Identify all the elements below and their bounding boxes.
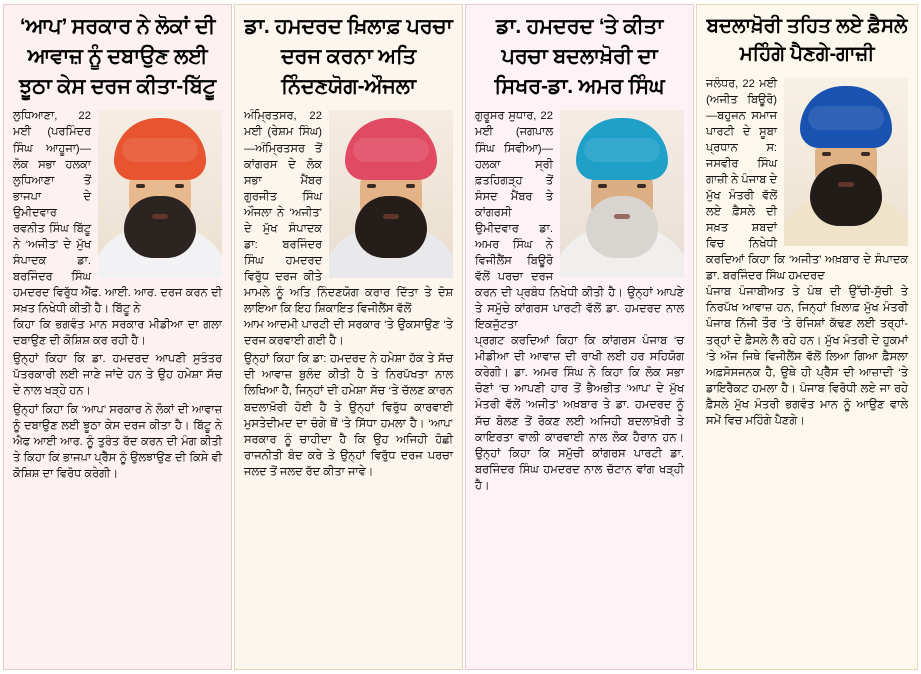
paragraph: ਉਨ੍ਹਾਂ ਕਿਹਾ ਕਿ ਡਾ: ਹਮਦਰਦ ਨੇ ਹਮੇਸ਼ਾ ਹੱਕ ਤੇ ਸੱਚ ਦੀ ਆਵਾਜ਼ ਬੁਲੰਦ ਕੀਤੀ ਹੈ ਤੇ ਨਿਰਪੱਖਤਾ ਨਾਲ ਲਿਖਿਆ ਹੈ, ਜਿਨ੍ਹਾਂ ਦੀ ਹਮੇਸ਼ਾ ਸੱਚ ‘ਤੇ ਚੱਲਣ ਕਾਰਨ ਬਦਲਾਖ਼ੋਰੀ ਹੋਈ ਹੈ ਤੇ ਉਨ੍ਹਾਂ ਵਿਰੁੱਧ ਕਾਰਵਾਈ ਮੁਸਤੇਦੀਮਦ ਦਾ ਚੰਗੇ ਥੋਂ ‘ਤੇ ਸਿੱਧਾ ਹਮਲਾ ਹੈ। ‘ਆਪ’ ਸਰਕਾਰ ਨੂੰ ਚਾਹੀਦਾ ਹੈ ਕਿ ਉਹ ਅਜਿਹੀ ਹੋਛੀ ਰਾਜਨੀਤੀ ਬੰਦ ਕਰੇ ਤੇ ਉਨ੍ਹਾਂ ਵਿਰੁੱਧ ਦਰਜ ਪਰਚਾ ਜਲਦ ਤੋਂ ਜਲਦ ਰੱਦ ਕੀਤਾ ਜਾਵੇ।	[244, 353, 453, 479]
body-text-2	[244, 317, 453, 480]
headline-4: ਬਦਲਾਖ਼ੋਰੀ ਤਹਿਤ ਲਏ ਫ਼ੈਸਲੇ ਮਹਿੰਗੇ ਪੈਣਗੇ-ਗਾਜ਼ੀ	[706, 15, 908, 66]
portrait-jasveer-singh-gazi	[784, 78, 908, 246]
portrait-gurjeet-singh-aujla	[329, 110, 453, 278]
dateline-4: ਜਲੰਧਰ, 22 ਮਈ (ਅਜੀਤ ਬਿਊਰੋ)—ਬਹੁਜਨ ਸਮਾਜ ਪਾਰਟੀ ਦੇ ਸੂਬਾ ਪ੍ਰਧਾਨ ਸ: ਜਸਵੀਰ ਸਿੰਘ ਗਾਜ਼ੀ ਨੇ ਪੰਜਾਬ ਦੇ ਮੁੱਖ ਮੰਤਰੀ ਵੱਲੋਂ ਲਏ ਫ਼ੈਸਲੇ ਦੀ ਸਖ਼ਤ ਸ਼ਬਦਾਂ ਵਿਚ ਨਿਖੇਧੀ ਕਰਦਿਆਂ ਕਿਹਾ ਕਿ ‘ਅਜੀਤ’ ਅਖ਼ਬਾਰ ਦੇ ਸੰਪਾਦਕ ਡਾ. ਬਰਜਿੰਦਰ ਸਿੰਘ ਹਮਦਰਦ	[706, 77, 908, 283]
dateline-3: ਗੁਰੂਸਰ ਸੁਧਾਰ, 22 ਮਈ (ਜਗਪਾਲ ਸਿੰਘ ਸਿਵੀਆ)—ਹਲਕਾ ਸ੍ਰੀ ਫ਼ਤਹਿਗੜ੍ਹ ਤੋਂ ਸੰਸਦ ਮੈਂਬਰ ਤੇ ਕਾਂਗਰਸੀ ਉਮੀਦਵਾਰ ਡਾ. ਅਮਰ ਸਿੰਘ ਨੇ ਵਿਜੀਲੈਂਸ ਬਿਊਰੋ ਵੱਲੋਂ ਪਰਚਾ ਦਰਜ ਕਰਨ ਦੀ ਪ੍ਰਬੰਧ ਨਿਖੇਧੀ ਕੀਤੀ ਹੈ। ਉਨ੍ਹਾਂ ਆਪਣੇ ਤੇ ਸਮੁੱਚੇ ਕਾਂਗਰਸ ਪਾਰਟੀ ਵੱਲੋਂ ਡਾ. ਹਮਦਰਦ ਨਾਲ ਇਕਜੁੱਟਤਾ	[475, 110, 684, 331]
portrait-wrap-3	[560, 110, 684, 278]
portrait-wrap-2	[329, 110, 453, 278]
portrait-ravneet-singh-bittu	[98, 110, 222, 278]
body-text-4	[706, 284, 908, 429]
news-column-1	[3, 4, 232, 670]
paragraph: ਉਨ੍ਹਾਂ ਕਿਹਾ ਕਿ ਡਾ. ਹਮਦਰਦ ਆਪਣੀ ਸੁਤੰਤਰ ਪੱਤਰਕਾਰੀ ਲਈ ਜਾਣੇ ਜਾਂਦੇ ਹਨ ਤੇ ਉਹ ਹਮੇਸ਼ਾ ਸੱਚ ਦੇ ਨਾਲ ਖੜ੍ਹੇ ਹਨ।	[13, 353, 222, 398]
headline-1: ‘ਆਪ’ ਸਰਕਾਰ ਨੇ ਲੋਕਾਂ ਦੀ ਆਵਾਜ਼ ਨੂੰ ਦਬਾਉਣ ਲਈ ਝੂਠਾ ਕੇਸ ਦਰਜ ਕੀਤਾ-ਬਿੱਟੂ	[19, 15, 216, 98]
headline-2: ਡਾ. ਹਮਦਰਦ ਖ਼ਿਲਾਫ਼ ਪਰਚਾ ਦਰਜ ਕਰਨਾ ਅਤਿ ਨਿੰਦਣਯੋਗ-ਔਜਲਾ	[244, 15, 453, 98]
body-text-3	[475, 333, 684, 494]
body-text-1	[13, 317, 222, 482]
news-column-4	[696, 4, 918, 670]
headline-3: ਡਾ. ਹਮਦਰਦ ‘ਤੇ ਕੀਤਾ ਪਰਚਾ ਬਦਲਾਖ਼ੋਰੀ ਦਾ ਸਿਖਰ-ਡਾ. ਅਮਰ ਸਿੰਘ	[494, 15, 665, 98]
news-column-2	[234, 4, 463, 670]
dateline-1: ਲੁਧਿਆਣਾ, 22 ਮਈ (ਪਰਮਿੰਦਰ ਸਿੰਘ ਆਹੂਜਾ)—ਲੋਕ ਸਭਾ ਹਲਕਾ ਲੁਧਿਆਣਾ ਤੋਂ ਭਾਜਪਾ ਦੇ ਉਮੀਦਵਾਰ ਰਵਨੀਤ ਸਿੰਘ ਬਿੱਟੂ ਨੇ ‘ਅਜੀਤ’ ਦੇ ਮੁੱਖ ਸੰਪਾਦਕ ਡਾ. ਬਰਜਿੰਦਰ ਸਿੰਘ ਹਮਦਰਦ ਵਿਰੁੱਧ ਐੱਫ. ਆਈ. ਆਰ. ਦਰਜ ਕਰਨ ਦੀ ਸਖ਼ਤ ਨਿਖੇਧੀ ਕੀਤੀ ਹੈ। ਬਿੱਟੂ ਨੇ	[13, 110, 222, 315]
portrait-wrap-1	[98, 110, 222, 278]
paragraph: ਉਨ੍ਹਾਂ ਕਿਹਾ ਕਿ ‘ਆਪ’ ਸਰਕਾਰ ਨੇ ਲੋਕਾਂ ਦੀ ਆਵਾਜ਼ ਨੂੰ ਦਬਾਉਣ ਲਈ ਝੂਠਾ ਕੇਸ ਦਰਜ ਕੀਤਾ ਹੈ। ਬਿੱਟੂ ਨੇ ਐਫ ਆਈ ਆਰ. ਨੂੰ ਤੁਰੰਤ ਰੱਦ ਕਰਨ ਦੀ ਮੰਗ ਕੀਤੀ ਤੇ ਕਿਹਾ ਕਿ ਭਾਜਪਾ ਪ੍ਰੈੱਸ ਨੂੰ ਉਲਝਾਉਣ ਦੀ ਕਿਸੇ ਵੀ ਕੋਸ਼ਿਸ਼ ਦਾ ਵਿਰੋਧ ਕਰੇਗੀ।	[13, 403, 222, 481]
dateline-2: ਅੰਮ੍ਰਿਤਸਰ, 22 ਮਈ (ਰੇਸ਼ਮ ਸਿੰਘ)—ਅੰਮ੍ਰਿਤਸਰ ਤੋਂ ਕਾਂਗਰਸ ਦੇ ਲੋਕ ਸਭਾ ਮੈਂਬਰ ਗੁਰਜੀਤ ਸਿੰਘ ਔਜਲਾ ਨੇ ‘ਅਜੀਤ’ ਦੇ ਮੁੱਖ ਸੰਪਾਦਕ ਡਾ: ਬਰਜਿੰਦਰ ਸਿੰਘ ਹਮਦਰਦ ਵਿਰੁੱਧ ਦਰਜ ਕੀਤੇ ਮਾਮਲੇ ਨੂੰ ਅਤਿ ਨਿੰਦਣਯੋਗ ਕਰਾਰ ਦਿੱਤਾ ਤੇ ਦੋਸ਼ ਲਾਇਆ ਕਿ ਇਹ ਸ਼ਿਕਾਇਤ ਵਿਜੀਲੈਂਸ ਵੱਲੋਂ	[244, 110, 453, 315]
news-column-3	[465, 4, 694, 670]
portrait-dr-amar-singh	[560, 110, 684, 278]
paragraph: ਪੰਜਾਬ ਪੰਜਾਬੀਅਤ ਤੇ ਪੰਥ ਦੀ ਉੱਚੀ-ਸੁੱਚੀ ਤੇ ਨਿਰਪੱਖ ਆਵਾਜ਼ ਹਨ, ਜਿਨ੍ਹਾਂ ਖ਼ਿਲਾਫ਼ ਮੁੱਖ ਮੰਤਰੀ ਪੰਜਾਬ ਨਿੱਜੀ ਤੌਰ ‘ਤੇ ਰੰਜਿਸ਼ਾਂ ਕੱਢਣ ਲਈ ਤਰ੍ਹਾਂ-ਤਰ੍ਹਾਂ ਦੇ ਫ਼ੈਸਲੇ ਲੈ ਰਹੇ ਹਨ। ਮੁੱਖ ਮੰਤਰੀ ਦੇ ਹੁਕਮਾਂ ‘ਤੇ ਅੱਜ ਜਿਥੇ ਵਿਜੀਲੈਂਸ ਵੱਲੋਂ ਲਿਆ ਗਿਆ ਫ਼ੈਸਲਾ ਅਫ਼ਸੋਸਜਨਕ ਹੈ, ਉਥੇ ਹੀ ਪ੍ਰੈੱਸ ਦੀ ਆਜ਼ਾਦੀ ‘ਤੇ ਡਾਇਰੈਕਟ ਹਮਲਾ ਹੈ। ਪੰਜਾਬ ਵਿਰੋਧੀ ਲਏ ਜਾ ਰਹੇ ਫ਼ੈਸਲੇ ਮੁੱਖ ਮੰਤਰੀ ਭਗਵੰਤ ਮਾਨ ਨੂੰ ਆਉਣ ਵਾਲੇ ਸਮੇਂ ਵਿਚ ਮਹਿੰਗੇ ਪੈਣਗੇ।	[706, 286, 908, 428]
paragraph: ਆਮ ਆਦਮੀ ਪਾਰਟੀ ਦੀ ਸਰਕਾਰ ‘ਤੇ ਉਕਸਾਉਣ ‘ਤੇ ਦਰਜ ਕਰਵਾਈ ਗਈ ਹੈ।	[244, 318, 453, 347]
portrait-wrap-4	[784, 78, 908, 246]
paragraph: ਪ੍ਰਗਟ ਕਰਦਿਆਂ ਕਿਹਾ ਕਿ ਕਾਂਗਰਸ ਪੰਜਾਬ ‘ਚ ਮੀਡੀਆ ਦੀ ਆਵਾਜ਼ ਦੀ ਰਾਖੀ ਲਈ ਹਰ ਸਹਿਯੋਗ ਕਰੇਗੀ। ਡਾ. ਅਮਰ ਸਿੰਘ ਨੇ ਕਿਹਾ ਕਿ ਲੋਕ ਸਭਾ ਚੋਣਾਂ ‘ਚ ਆਪਣੀ ਹਾਰ ਤੋਂ ਭੈਅਭੀਤ ‘ਆਪ’ ਦੇ ਮੁੱਖ ਮੰਤਰੀ ਵੱਲੋਂ ‘ਅਜੀਤ’ ਅਖ਼ਬਾਰ ਤੇ ਡਾ. ਹਮਦਰਦ ਨੂੰ ਸੱਚ ਬੋਲਣ ਤੋਂ ਰੋਕਣ ਲਈ ਅਜਿਹੀ ਬਦਲਾਖ਼ੋਰੀ ਤੇ ਕਾਇਰਤਾ ਵਾਲੀ ਕਾਰਵਾਈ ਨਾਲ ਲੋਕ ਹੈਰਾਨ ਹਨ। ਉਨ੍ਹਾਂ ਕਿਹਾ ਕਿ ਸਮੁੱਚੀ ਕਾਂਗਰਸ ਪਾਰਟੀ ਡਾ. ਬਰਜਿੰਦਰ ਸਿੰਘ ਹਮਦਰਦ ਨਾਲ ਚੱਟਾਨ ਵਾਂਗ ਖੜ੍ਹੀ ਹੈ।	[475, 334, 684, 493]
paragraph: ਕਿਹਾ ਕਿ ਭਗਵੰਤ ਮਾਨ ਸਰਕਾਰ ਮੀਡੀਆ ਦਾ ਗਲਾ ਦਬਾਉਣ ਦੀ ਕੋਸ਼ਿਸ਼ ਕਰ ਰਹੀ ਹੈ।	[13, 318, 222, 347]
